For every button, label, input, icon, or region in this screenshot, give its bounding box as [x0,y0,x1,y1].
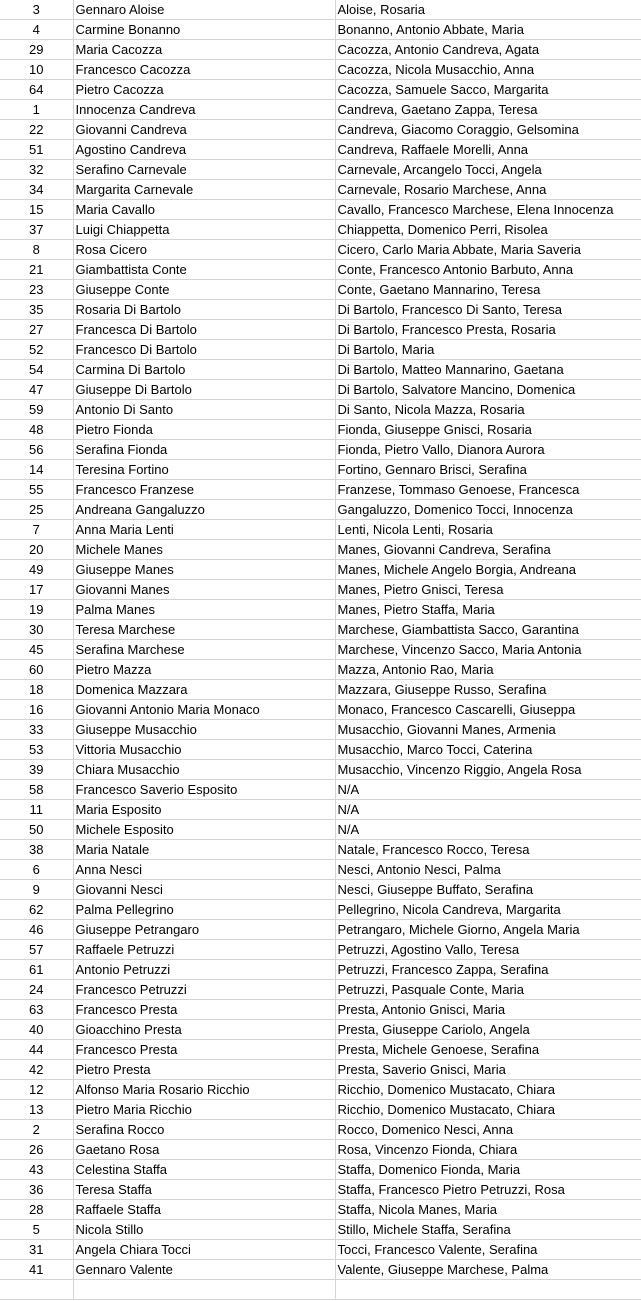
cell-number[interactable]: 42 [0,1060,73,1080]
cell-parents[interactable]: Petruzzi, Pasquale Conte, Maria [335,980,641,1000]
cell-parents[interactable]: Manes, Pietro Gnisci, Teresa [335,580,641,600]
table-row [0,440,641,460]
cell-person-name[interactable]: Chiara Musacchio [73,760,335,780]
table-row [0,1080,641,1100]
table-row [0,620,641,640]
cell-number[interactable]: 60 [0,660,73,680]
table-row [0,1200,641,1220]
cell-parents[interactable]: Petruzzi, Francesco Zappa, Serafina [335,960,641,980]
cell-parents[interactable]: Cacozza, Samuele Sacco, Margarita [335,80,641,100]
table-row [0,140,641,160]
cell-number[interactable]: 40 [0,1020,73,1040]
cell-number[interactable]: 63 [0,1000,73,1020]
table-row [0,1040,641,1060]
table-row [0,660,641,680]
cell-person-name[interactable]: Pietro Presta [73,1060,335,1080]
cell-person-name[interactable]: Francesco Petruzzi [73,980,335,1000]
table-row [0,320,641,340]
cell-number[interactable]: 53 [0,740,73,760]
cell-parents[interactable]: Presta, Michele Genoese, Serafina [335,1040,641,1060]
cell-number[interactable]: 49 [0,560,73,580]
cell-person-name[interactable]: Giovanni Antonio Maria Monaco [73,700,335,720]
cell-parents[interactable]: Manes, Pietro Staffa, Maria [335,600,641,620]
cell-parents[interactable]: Natale, Francesco Rocco, Teresa [335,840,641,860]
cell-person-name[interactable]: Celestina Staffa [73,1160,335,1180]
cell-parents[interactable]: Di Bartolo, Matteo Mannarino, Gaetana [335,360,641,380]
cell-person-name[interactable]: Innocenza Candreva [73,100,335,120]
cell-parents[interactable]: Cicero, Carlo Maria Abbate, Maria Saveria [335,240,641,260]
cell-parents[interactable]: Manes, Giovanni Candreva, Serafina [335,540,641,560]
cell-person-name[interactable]: Giambattista Conte [73,260,335,280]
table-row [0,780,641,800]
cell-number[interactable]: 43 [0,1160,73,1180]
cell-person-name[interactable]: Teresina Fortino [73,460,335,480]
cell-number[interactable]: 13 [0,1100,73,1120]
table-row [0,980,641,1000]
cell-parents[interactable]: Candreva, Raffaele Morelli, Anna [335,140,641,160]
cell-person-name[interactable]: Giuseppe Di Bartolo [73,380,335,400]
table-row [0,0,641,20]
table-row [0,480,641,500]
cell-number[interactable]: 59 [0,400,73,420]
cell-parents[interactable]: Fortino, Gennaro Brisci, Serafina [335,460,641,480]
cell-person-name[interactable]: Palma Pellegrino [73,900,335,920]
cell-parents[interactable]: Fionda, Giuseppe Gnisci, Rosaria [335,420,641,440]
table-row [0,180,641,200]
table-row [0,1260,641,1280]
cell-person-name[interactable]: Andreana Gangaluzzo [73,500,335,520]
cell-parents[interactable]: Candreva, Gaetano Zappa, Teresa [335,100,641,120]
cell-parents[interactable]: Candreva, Giacomo Coraggio, Gelsomina [335,120,641,140]
cell-number[interactable]: 36 [0,1180,73,1200]
table-row [0,360,641,380]
cell-parents[interactable]: Staffa, Francesco Pietro Petruzzi, Rosa [335,1180,641,1200]
cell-number[interactable]: 11 [0,800,73,820]
cell-number[interactable]: 15 [0,200,73,220]
cell-parents[interactable]: Ricchio, Domenico Mustacato, Chiara [335,1080,641,1100]
cell-parents[interactable]: N/A [335,800,641,820]
cell-parents[interactable]: Presta, Antonio Gnisci, Maria [335,1000,641,1020]
cell-parents[interactable]: N/A [335,780,641,800]
cell-parents[interactable]: Gangaluzzo, Domenico Tocci, Innocenza [335,500,641,520]
table-row [0,520,641,540]
cell-number[interactable]: 31 [0,1240,73,1260]
table-row [0,600,641,620]
table-row [0,280,641,300]
table-row [0,1060,641,1080]
table-row [0,160,641,180]
table-row [0,880,641,900]
cell-person-name[interactable]: Gioacchino Presta [73,1020,335,1040]
cell-parents[interactable]: Mazza, Antonio Rao, Maria [335,660,641,680]
cell-parents[interactable]: Presta, Saverio Gnisci, Maria [335,1060,641,1080]
table-row [0,120,641,140]
table-row [0,960,641,980]
cell-person-name[interactable]: Pietro Fionda [73,420,335,440]
table-row [0,1240,641,1260]
cell-parents[interactable]: Fionda, Pietro Vallo, Dianora Aurora [335,440,641,460]
cell-parents[interactable]: Petruzzi, Agostino Vallo, Teresa [335,940,641,960]
cell-number[interactable]: 10 [0,60,73,80]
cell-person-name[interactable]: Luigi Chiappetta [73,220,335,240]
table-row [0,540,641,560]
cell-person-name[interactable]: Carmine Bonanno [73,20,335,40]
cell-parents[interactable]: Manes, Michele Angelo Borgia, Andreana [335,560,641,580]
table-row [0,640,641,660]
cell-person-name[interactable]: Francesca Di Bartolo [73,320,335,340]
cell-person-name[interactable]: Giuseppe Conte [73,280,335,300]
cell-parents[interactable]: Cacozza, Antonio Candreva, Agata [335,40,641,60]
cell-parents[interactable]: Rocco, Domenico Nesci, Anna [335,1120,641,1140]
cell-person-name[interactable]: Giuseppe Petrangaro [73,920,335,940]
cell-number[interactable]: 46 [0,920,73,940]
cell-parents[interactable]: Carnevale, Rosario Marchese, Anna [335,180,641,200]
cell-number[interactable]: 21 [0,260,73,280]
cell-number[interactable]: 62 [0,900,73,920]
cell-person-name[interactable]: Margarita Carnevale [73,180,335,200]
table-row [0,840,641,860]
cell-person-name[interactable]: Maria Cavallo [73,200,335,220]
cell-person-name[interactable]: Antonio Petruzzi [73,960,335,980]
cell-parents[interactable]: Nesci, Giuseppe Buffato, Serafina [335,880,641,900]
cell-person-name[interactable]: Gaetano Rosa [73,1140,335,1160]
table-row [0,820,641,840]
cell-person-name[interactable]: Pietro Mazza [73,660,335,680]
cell-number[interactable]: 3 [0,0,73,20]
cell-parents[interactable]: Musacchio, Vincenzo Riggio, Angela Rosa [335,760,641,780]
cell-parents[interactable]: Carnevale, Arcangelo Tocci, Angela [335,160,641,180]
table-row [0,800,641,820]
cell-number[interactable]: 57 [0,940,73,960]
cell-parents[interactable]: Petrangaro, Michele Giorno, Angela Maria [335,920,641,940]
cell-parents[interactable]: Pellegrino, Nicola Candreva, Margarita [335,900,641,920]
cell-parents[interactable]: Bonanno, Antonio Abbate, Maria [335,20,641,40]
table-row [0,20,641,40]
cell-person-name[interactable]: Giovanni Candreva [73,120,335,140]
cell-number[interactable]: 25 [0,500,73,520]
cell-parents[interactable]: Di Bartolo, Francesco Presta, Rosaria [335,320,641,340]
cell-person-name[interactable]: Vittoria Musacchio [73,740,335,760]
cell-person-name[interactable]: Gennaro Valente [73,1260,335,1280]
cell-person-name[interactable]: Pietro Maria Ricchio [73,1100,335,1120]
cell-number[interactable]: 39 [0,760,73,780]
cell-parents[interactable]: Cacozza, Nicola Musacchio, Anna [335,60,641,80]
cell-person-name[interactable]: Giovanni Nesci [73,880,335,900]
table-row [0,760,641,780]
cell-person-name[interactable]: Pietro Cacozza [73,80,335,100]
cell-person-name[interactable]: Maria Cacozza [73,40,335,60]
cell-number[interactable]: 20 [0,540,73,560]
cell-parents[interactable]: Di Bartolo, Maria [335,340,641,360]
cell-number[interactable]: 52 [0,340,73,360]
cell-number[interactable]: 35 [0,300,73,320]
cell-person-name[interactable]: Rosaria Di Bartolo [73,300,335,320]
cell-number[interactable]: 12 [0,1080,73,1100]
cell-number[interactable]: 33 [0,720,73,740]
cell-person-name[interactable]: Raffaele Staffa [73,1200,335,1220]
cell-number[interactable]: 54 [0,360,73,380]
cell-person-name[interactable]: Palma Manes [73,600,335,620]
cell-parents[interactable]: Staffa, Nicola Manes, Maria [335,1200,641,1220]
cell-parents[interactable]: Di Santo, Nicola Mazza, Rosaria [335,400,641,420]
cell-number[interactable]: 24 [0,980,73,1000]
cell-person-name[interactable]: Agostino Candreva [73,140,335,160]
table-row [0,40,641,60]
cell-parents[interactable]: Staffa, Domenico Fionda, Maria [335,1160,641,1180]
table-row [0,1160,641,1180]
cell-person-name[interactable]: Francesco Di Bartolo [73,340,335,360]
table-row [0,240,641,260]
table-row [0,60,641,80]
table-row [0,860,641,880]
cell-number[interactable]: 2 [0,1120,73,1140]
cell-person-name[interactable]: Gennaro Aloise [73,0,335,20]
cell-person-name[interactable]: Michele Esposito [73,820,335,840]
cell-number[interactable]: 16 [0,700,73,720]
table-row [0,1120,641,1140]
cell-person-name[interactable]: Giuseppe Musacchio [73,720,335,740]
table-row [0,260,641,280]
cell-parents[interactable]: Musacchio, Marco Tocci, Caterina [335,740,641,760]
cell-number[interactable]: 8 [0,240,73,260]
cell-number[interactable]: 18 [0,680,73,700]
cell-person-name[interactable]: Alfonso Maria Rosario Ricchio [73,1080,335,1100]
cell-parents[interactable]: Marchese, Vincenzo Sacco, Maria Antonia [335,640,641,660]
table-row [0,1140,641,1160]
table-row [0,680,641,700]
cell-person-name[interactable]: Francesco Cacozza [73,60,335,80]
table-row [0,900,641,920]
cell-parents[interactable]: Aloise, Rosaria [335,0,641,20]
cell-person-name[interactable]: Serafino Carnevale [73,160,335,180]
cell-number[interactable]: 4 [0,20,73,40]
table-row [0,1020,641,1040]
cell-parents[interactable]: Nesci, Antonio Nesci, Palma [335,860,641,880]
cell-number[interactable]: 9 [0,880,73,900]
cell-number[interactable]: 56 [0,440,73,460]
table-row [0,500,641,520]
cell-person-name[interactable]: Carmina Di Bartolo [73,360,335,380]
cell-person-name[interactable]: Domenica Mazzara [73,680,335,700]
cell-number[interactable]: 7 [0,520,73,540]
cell-number[interactable]: 26 [0,1140,73,1160]
table-row [0,560,641,580]
table-row [0,740,641,760]
cell-parents[interactable]: Cavallo, Francesco Marchese, Elena Innocenza [335,200,641,220]
cell-person-name[interactable]: Teresa Staffa [73,1180,335,1200]
cell-number[interactable]: 14 [0,460,73,480]
cell-parents[interactable]: Franzese, Tommaso Genoese, Francesca [335,480,641,500]
cell-parents[interactable]: N/A [335,820,641,840]
cell-person-name[interactable]: Anna Nesci [73,860,335,880]
cell-person-name[interactable]: Francesco Saverio Esposito [73,780,335,800]
cell-parents[interactable]: Mazzara, Giuseppe Russo, Serafina [335,680,641,700]
table-row [0,1000,641,1020]
cell-person-name[interactable]: Rosa Cicero [73,240,335,260]
cell-number[interactable] [0,1280,73,1300]
table-row [0,300,641,320]
cell-parents[interactable]: Marchese, Giambattista Sacco, Garantina [335,620,641,640]
cell-number[interactable]: 50 [0,820,73,840]
cell-number[interactable]: 19 [0,600,73,620]
cell-parents[interactable]: Ricchio, Domenico Mustacato, Chiara [335,1100,641,1120]
cell-person-name[interactable]: Antonio Di Santo [73,400,335,420]
cell-person-name[interactable]: Raffaele Petruzzi [73,940,335,960]
table-row [0,220,641,240]
cell-person-name[interactable]: Francesco Franzese [73,480,335,500]
table-row [0,1280,641,1300]
cell-number[interactable]: 28 [0,1200,73,1220]
cell-parents[interactable]: Stillo, Michele Staffa, Serafina [335,1220,641,1240]
cell-number[interactable]: 48 [0,420,73,440]
table-row [0,400,641,420]
cell-parents[interactable]: Musacchio, Giovanni Manes, Armenia [335,720,641,740]
cell-number[interactable]: 6 [0,860,73,880]
cell-number[interactable]: 34 [0,180,73,200]
cell-number[interactable]: 55 [0,480,73,500]
cell-number[interactable]: 41 [0,1260,73,1280]
cell-number[interactable]: 27 [0,320,73,340]
cell-number[interactable]: 58 [0,780,73,800]
cell-person-name[interactable]: Maria Esposito [73,800,335,820]
cell-parents[interactable] [335,1280,641,1300]
cell-number[interactable]: 47 [0,380,73,400]
cell-parents[interactable]: Conte, Francesco Antonio Barbuto, Anna [335,260,641,280]
cell-number[interactable]: 64 [0,80,73,100]
cell-number[interactable]: 22 [0,120,73,140]
cell-parents[interactable]: Conte, Gaetano Mannarino, Teresa [335,280,641,300]
cell-number[interactable]: 37 [0,220,73,240]
cell-person-name[interactable]: Francesco Presta [73,1000,335,1020]
cell-number[interactable]: 17 [0,580,73,600]
cell-person-name[interactable]: Serafina Marchese [73,640,335,660]
cell-person-name[interactable]: Maria Natale [73,840,335,860]
table-row [0,1220,641,1240]
cell-parents[interactable]: Rosa, Vincenzo Fionda, Chiara [335,1140,641,1160]
table-row [0,920,641,940]
table-row [0,340,641,360]
cell-person-name[interactable]: Giovanni Manes [73,580,335,600]
table-row [0,1100,641,1120]
cell-number[interactable]: 45 [0,640,73,660]
cell-person-name[interactable]: Serafina Rocco [73,1120,335,1140]
table-row [0,720,641,740]
cell-parents[interactable]: Valente, Giuseppe Marchese, Palma [335,1260,641,1280]
cell-number[interactable]: 29 [0,40,73,60]
cell-number[interactable]: 23 [0,280,73,300]
table-row [0,100,641,120]
table-row [0,80,641,100]
cell-number[interactable]: 32 [0,160,73,180]
cell-person-name[interactable]: Angela Chiara Tocci [73,1240,335,1260]
cell-person-name[interactable]: Serafina Fionda [73,440,335,460]
cell-number[interactable]: 30 [0,620,73,640]
cell-parents[interactable]: Di Bartolo, Francesco Di Santo, Teresa [335,300,641,320]
cell-person-name[interactable]: Nicola Stillo [73,1220,335,1240]
table-row [0,420,641,440]
table-row [0,700,641,720]
cell-number[interactable]: 44 [0,1040,73,1060]
cell-person-name[interactable]: Anna Maria Lenti [73,520,335,540]
cell-number[interactable]: 51 [0,140,73,160]
cell-number[interactable]: 5 [0,1220,73,1240]
cell-person-name[interactable] [73,1280,335,1300]
cell-number[interactable]: 38 [0,840,73,860]
cell-parents[interactable]: Chiappetta, Domenico Perri, Risolea [335,220,641,240]
cell-person-name[interactable]: Teresa Marchese [73,620,335,640]
cell-number[interactable]: 1 [0,100,73,120]
table-row [0,940,641,960]
cell-person-name[interactable]: Michele Manes [73,540,335,560]
cell-person-name[interactable]: Giuseppe Manes [73,560,335,580]
cell-person-name[interactable]: Francesco Presta [73,1040,335,1060]
table-row [0,580,641,600]
cell-parents[interactable]: Di Bartolo, Salvatore Mancino, Domenica [335,380,641,400]
cell-parents[interactable]: Presta, Giuseppe Cariolo, Angela [335,1020,641,1040]
cell-parents[interactable]: Tocci, Francesco Valente, Serafina [335,1240,641,1260]
cell-parents[interactable]: Lenti, Nicola Lenti, Rosaria [335,520,641,540]
table-row [0,200,641,220]
cell-parents[interactable]: Monaco, Francesco Cascarelli, Giuseppa [335,700,641,720]
table-row [0,380,641,400]
table-row [0,1180,641,1200]
cell-number[interactable]: 61 [0,960,73,980]
table-row [0,460,641,480]
